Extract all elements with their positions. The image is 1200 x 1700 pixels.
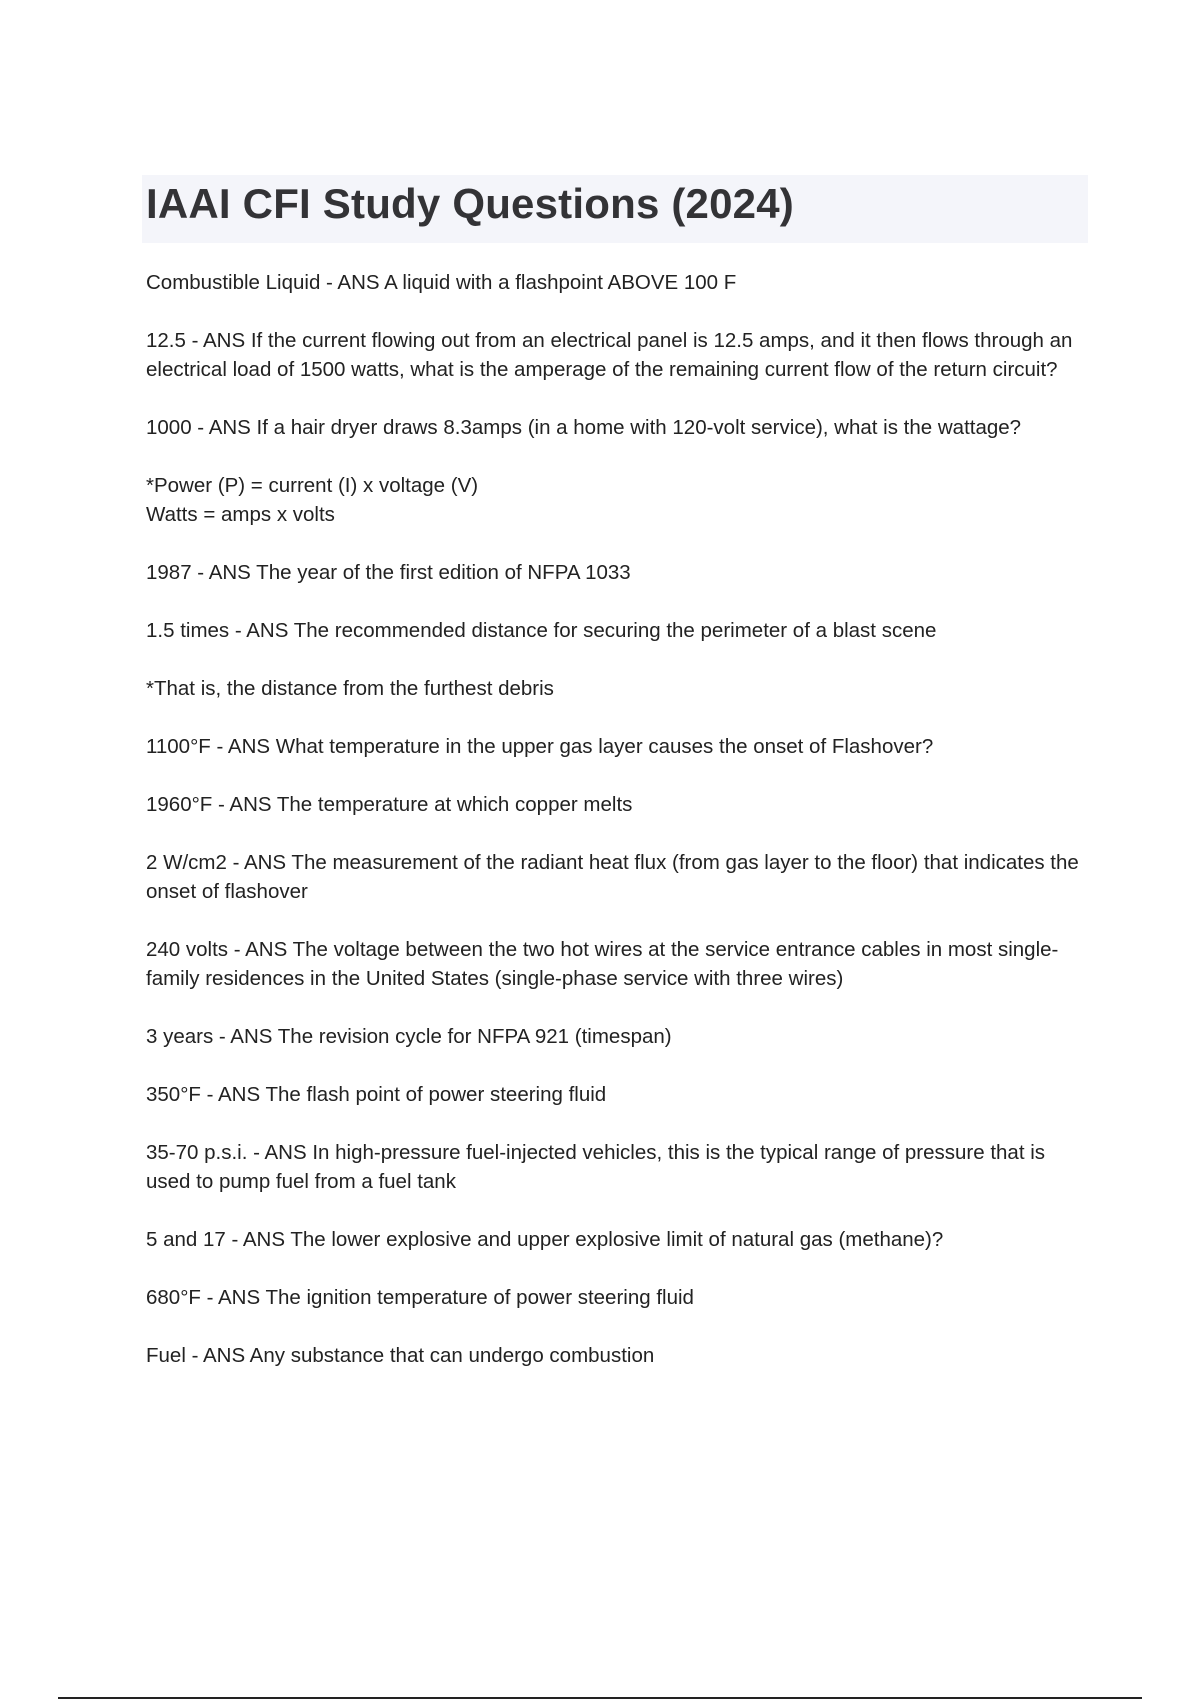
study-entry — [146, 848, 1086, 906]
study-entry — [146, 732, 1086, 761]
entry-text: 12.5 - ANS If the current flowing out from an electrical panel is 12.5 amps, and it then flows through an electrical load of 1500 watts, what is the amperage of the remaining current flow of the return circuit? — [146, 329, 1073, 381]
document-title: IAAI CFI Study Questions (2024) — [146, 180, 794, 227]
entry-text: 350°F - ANS The flash point of power steering fluid — [146, 1083, 607, 1106]
study-entry — [146, 790, 1086, 819]
study-entry — [146, 1283, 1086, 1312]
entry-text: 3 years - ANS The revision cycle for NFPA 921 (timespan) — [146, 1025, 672, 1048]
study-entry — [146, 1225, 1086, 1254]
entry-text: 240 volts - ANS The voltage between the two hot wires at the service entrance cables in most single-family residences in the United States (single-phase service with three wires) — [146, 938, 1059, 990]
entry-text: 2 W/cm2 - ANS The measurement of the radiant heat flux (from gas layer to the floor) that indicates the onset of flashover — [146, 851, 1079, 903]
entry-text: 680°F - ANS The ignition temperature of power steering fluid — [146, 1286, 694, 1309]
study-entry — [146, 558, 1086, 587]
study-entry — [146, 1138, 1086, 1196]
page-footer-rule — [58, 1697, 1142, 1699]
entry-text: 1987 - ANS The year of the first edition of NFPA 1033 — [146, 561, 631, 584]
entry-text: 1100°F - ANS What temperature in the upper gas layer causes the onset of Flashover? — [146, 735, 934, 758]
note-line: *Power (P) = current (I) x voltage (V) — [146, 474, 479, 497]
study-entry — [146, 413, 1086, 442]
study-entry — [146, 1080, 1086, 1109]
study-entry — [146, 326, 1086, 384]
study-note — [146, 674, 1086, 703]
note-line: Watts = amps x volts — [146, 503, 335, 526]
entry-text: Fuel - ANS Any substance that can undergo combustion — [146, 1344, 655, 1367]
study-entry — [146, 1341, 1086, 1370]
study-entry — [146, 268, 1086, 297]
entry-text: 1960°F - ANS The temperature at which copper melts — [146, 793, 633, 816]
study-note — [146, 471, 1086, 529]
entry-text: 35-70 p.s.i. - ANS In high-pressure fuel-injected vehicles, this is the typical range of pressure that is used to pump fuel from a fuel tank — [146, 1141, 1046, 1193]
study-entry — [146, 1022, 1086, 1051]
study-entry — [146, 616, 1086, 645]
entry-text: 1.5 times - ANS The recommended distance for securing the perimeter of a blast scene — [146, 619, 937, 642]
note-text: *That is, the distance from the furthest debris — [146, 677, 554, 700]
entry-text: 1000 - ANS If a hair dryer draws 8.3amps (in a home with 120-volt service), what is the wattage? — [146, 416, 1022, 439]
study-entry — [146, 935, 1086, 993]
study-question-list — [146, 268, 1086, 1399]
entry-text: Combustible Liquid - ANS A liquid with a flashpoint ABOVE 100 F — [146, 271, 737, 294]
entry-text: 5 and 17 - ANS The lower explosive and upper explosive limit of natural gas (methane)? — [146, 1228, 944, 1251]
